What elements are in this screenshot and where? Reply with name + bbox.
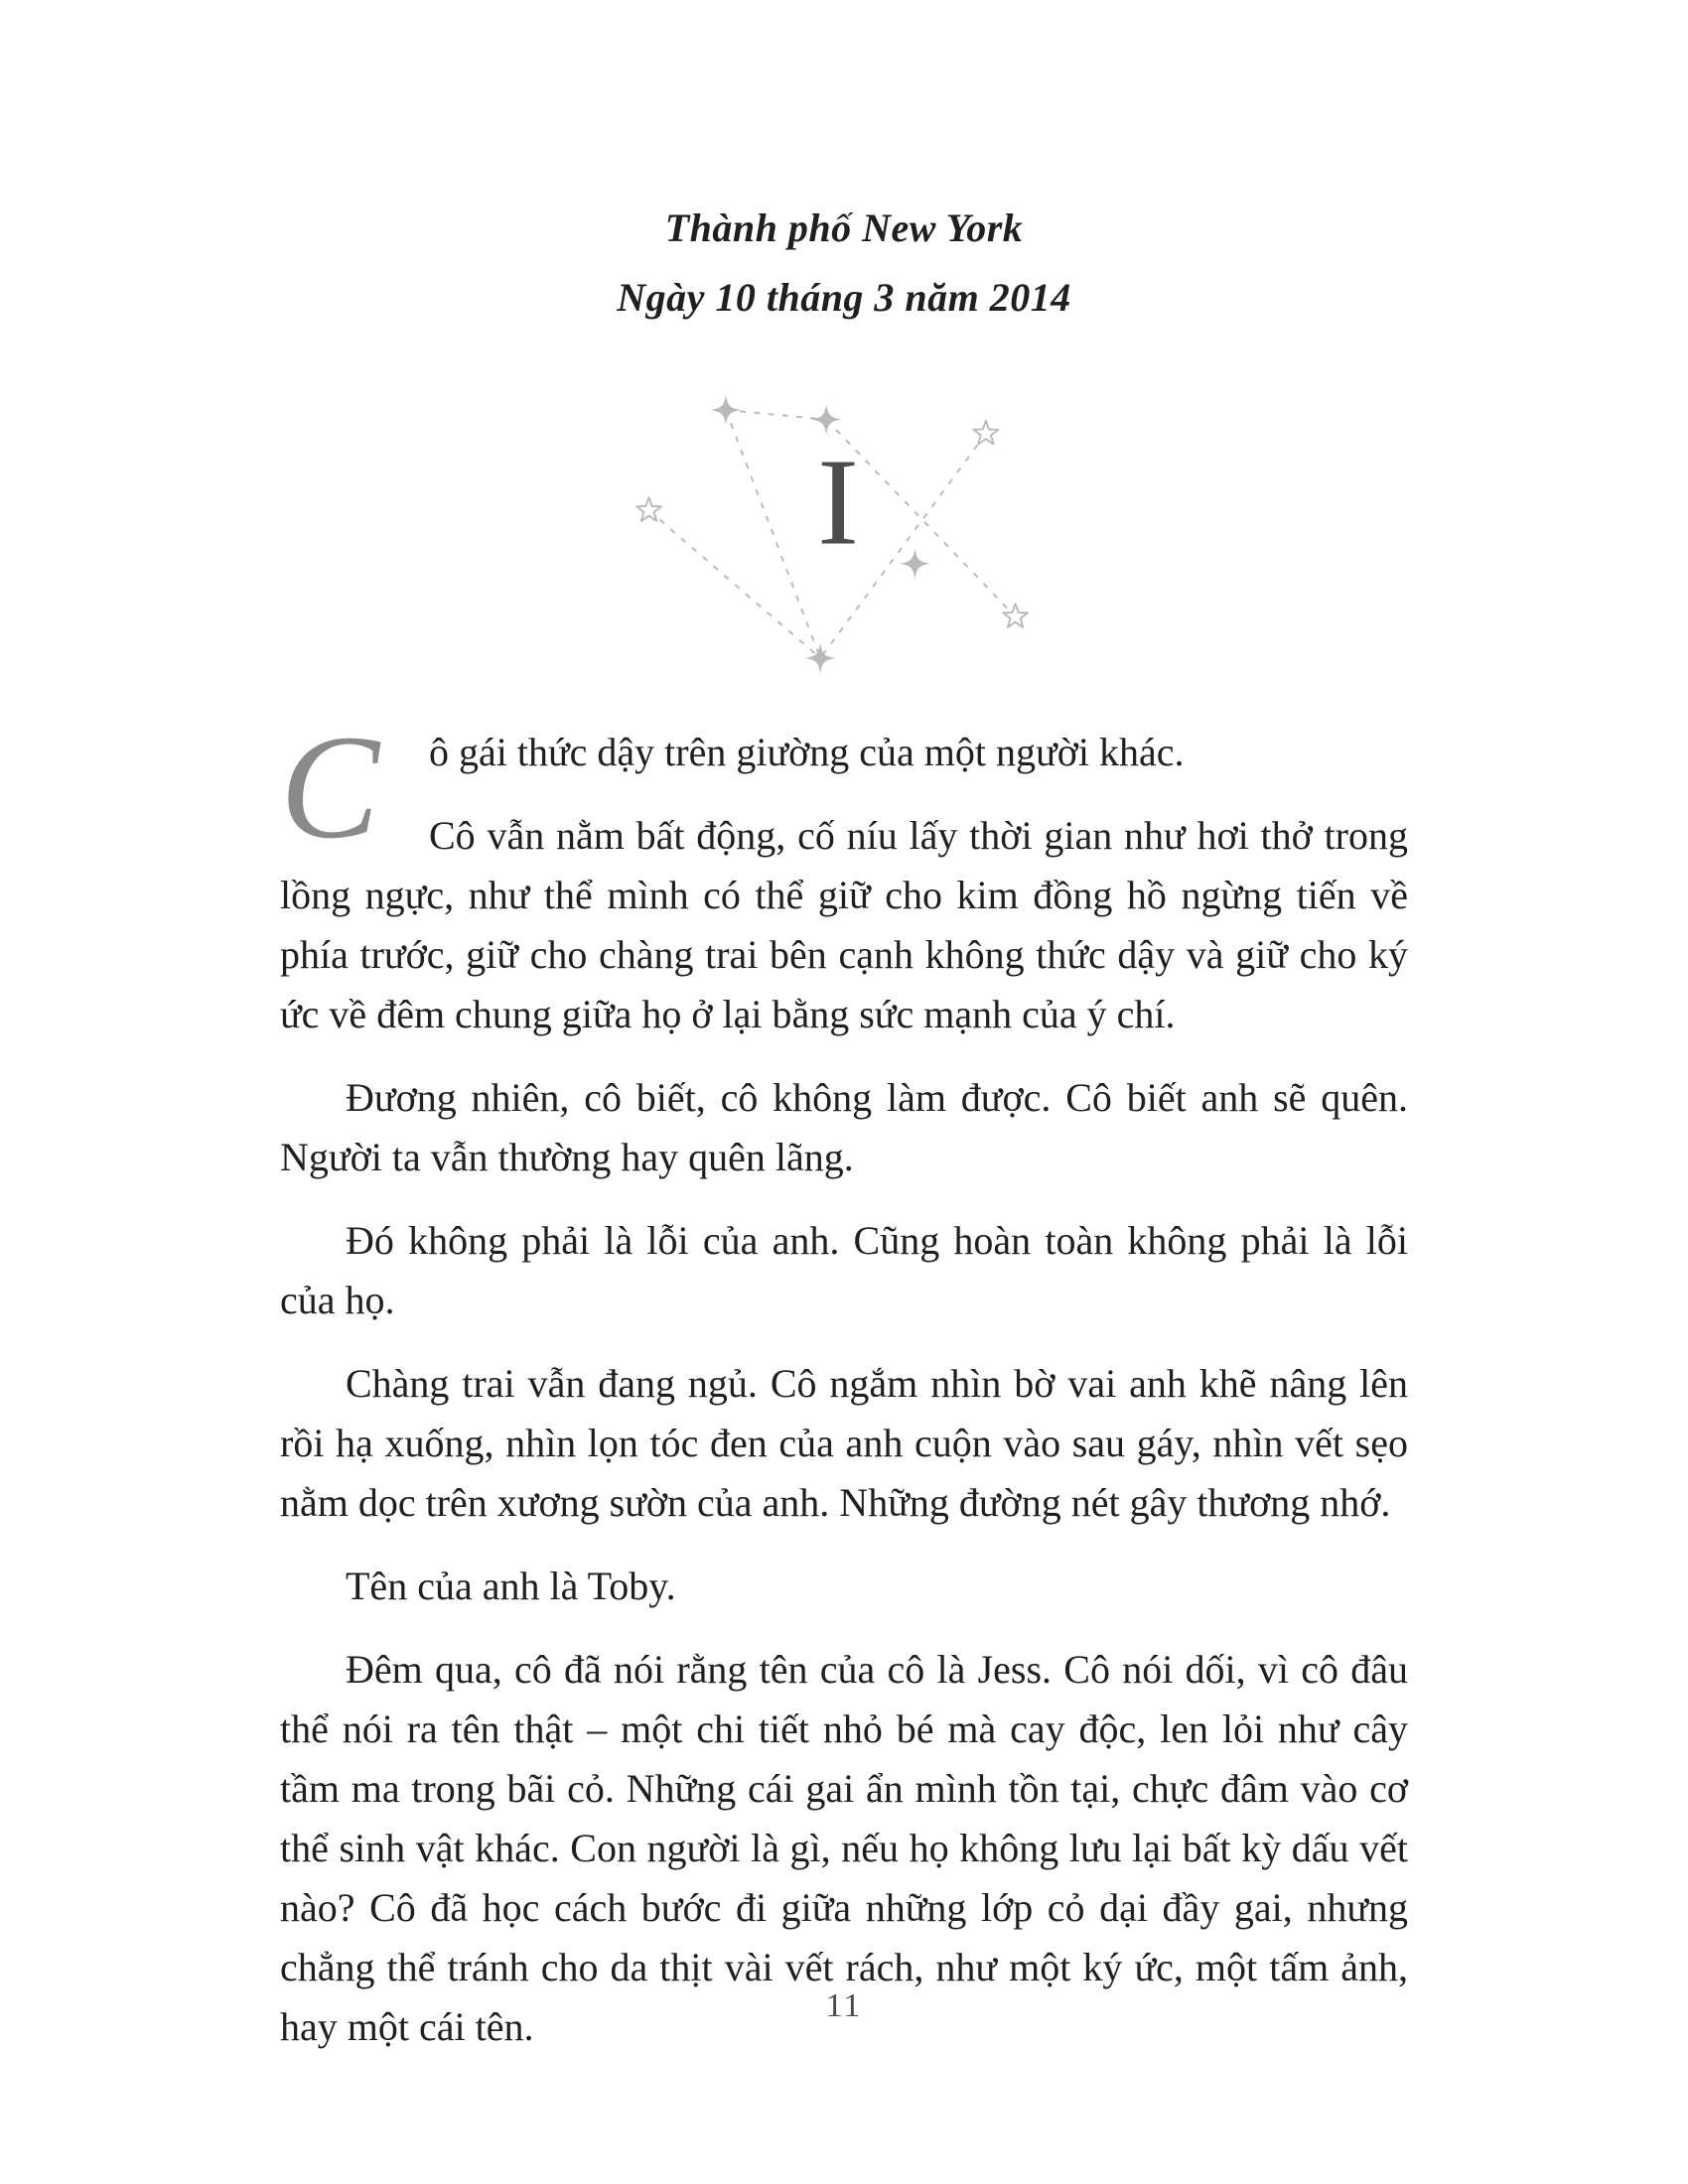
sparkle-star-icon xyxy=(805,643,836,674)
opening-line: ô gái thức dậy trên giường của một người khác. xyxy=(429,730,1185,774)
sparkle-star-icon xyxy=(900,548,930,579)
outline-star-icon xyxy=(973,421,998,445)
paragraph: Chàng trai vẫn đang ngủ. Cô ngắm nhìn bờ vai anh khẽ nâng lên rồi hạ xuống, nhìn lọn tóc đen của anh cuộn vào sau gáy, nhìn vết sẹo nằm dọc trên xương sườn của anh. Những đường nét gây thương nhớ. xyxy=(280,1361,1408,1525)
chapter-header xyxy=(0,0,1688,323)
paragraph: Tên của anh là Toby. xyxy=(346,1564,676,1608)
chapter-body xyxy=(0,705,1688,2057)
page-number: 11 xyxy=(825,1987,863,2024)
chapter-location: Thành phố New York xyxy=(664,205,1024,250)
paragraph: Đương nhiên, cô biết, cô không làm được. Cô biết anh sẽ quên. Người ta vẫn thường hay quên lãng. xyxy=(280,1075,1408,1179)
drop-cap: C xyxy=(280,705,380,870)
constellation-svg xyxy=(596,380,1092,688)
constellation-line xyxy=(649,510,821,658)
paragraph: Cô vẫn nằm bất động, cố níu lấy thời gian như hơi thở trong lồng ngực, như thể mình có thể giữ cho kim đồng hồ ngừng tiến về phía trước, giữ cho chàng trai bên cạnh không thức dậy và giữ cho ký ức về đêm chung giữa họ ở lại bằng sức mạnh của ý chí. xyxy=(280,813,1408,1036)
paragraph: Đêm qua, cô đã nói rằng tên của cô là Jess. Cô nói dối, vì cô đâu thể nói ra tên thật – một chi tiết nhỏ bé mà cay độc, len lỏi như cây tầm ma trong bãi cỏ. Những cái gai ẩn mình tồn tại, chực đâm vào cơ thể sinh vật khác. Con người là gì, nếu họ không lưu lại bất kỳ dấu vết nào? Cô đã học cách bước đi giữa những lớp cỏ dại đầy gai, nhưng chẳng thể tránh cho da thịt vài vết rách, như một ký ức, một tấm ảnh, hay một cái tên. xyxy=(280,1647,1408,2049)
paragraph: Đó không phải là lỗi của anh. Cũng hoàn toàn không phải là lỗi của họ. xyxy=(280,1218,1408,1322)
constellation-line xyxy=(726,410,820,658)
outline-star-icon xyxy=(636,497,661,521)
chapter-numeral: I xyxy=(817,434,859,572)
chapter-date: Ngày 10 tháng 3 năm 2014 xyxy=(617,275,1071,320)
constellation-line xyxy=(726,410,826,420)
constellation-illustration xyxy=(0,380,1688,693)
sparkle-star-icon xyxy=(710,395,741,426)
